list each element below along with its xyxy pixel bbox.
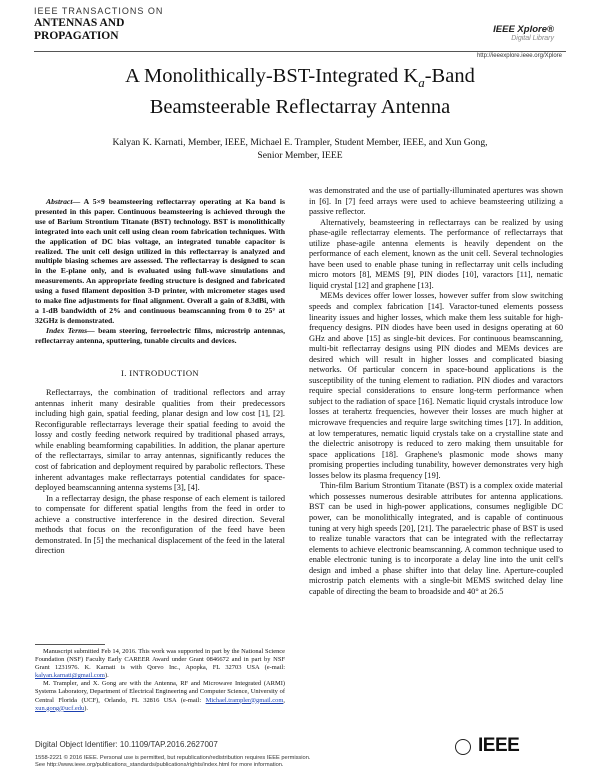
footnote-divider <box>35 644 105 645</box>
header-divider <box>34 51 566 52</box>
journal-title <box>34 17 234 42</box>
email-link-karnati[interactable]: kalyan.karnati@gmail.com <box>35 672 105 680</box>
intro-paragraph-2: In a reflectarray design, the phase response of each element is tailored to compensate for different spatial lengths from the feed in order to achieve a constructive interference in the desired direction. Several methods that focus on the reconfiguration of the feed have been demonstrated. In [5] the mechanical displacement of the feed in the lateral direction <box>35 493 285 556</box>
footnote-p2-sep: , <box>283 696 285 704</box>
abstract <box>35 197 285 326</box>
ieee-xplore-logo-name: IEEE Xplore® <box>493 24 554 35</box>
paper-title-line1-text: A Monolithically-BST-Integrated K <box>125 65 419 87</box>
ieee-badge-icon <box>455 739 471 755</box>
footnote-paragraph-1 <box>35 648 285 680</box>
author-line2: Senior Member, IEEE <box>257 149 343 161</box>
journal-title-line2: PROPAGATION <box>34 29 119 42</box>
copyright-notice <box>35 755 435 769</box>
intro-paragraph-1: Reflectarrays, the combination of traditional reflectors and array antennas inherit many desirable qualities from their predecessors including high gain, spatial feeding, planar design and low cost [1], [2]. Reconfigurable reflectarrays leverage their spatial feeding to avoid the lossy and costly feeding network required by traditional phased arrays, while enabling beamforming capabilities. In addition, the planar aperture of the reflectarrays, similar to array antennas, significantly reduces the cost of fabrication and deployment required by parabolic reflectors. These inherent advantages make reflectarrays potential candidates for space-deployed beamscanning antenna systems [3], [4]. <box>35 388 285 493</box>
index-terms-label: Index Terms— <box>46 325 95 335</box>
right-paragraph-0: was demonstrated and the use of partially-illuminated apertures was shown in [6]. In [7] feed arrays were used to achieve beamsteering utilizing a passive reflector. <box>309 186 563 217</box>
section-heading-introduction: I. INTRODUCTION <box>120 367 200 378</box>
footnote-p2-text-b: ). <box>84 704 88 712</box>
footnote-p1-text-a: Manuscript submitted Feb 14, 2016. This work was supported in part by the National Science Foundation (NSF) Faculty Early CAREER Award under Grant 0846672 and in part by NSF Grant 1231976. K. Karnati is with Qorvo Inc., Apopka, FL 32703 USA (e-mail: <box>35 648 285 672</box>
email-link-trampler[interactable]: Michael.trampler@gmail.com <box>205 696 284 704</box>
author-list <box>0 137 600 162</box>
footnote-p1-text-b: ). <box>104 672 109 680</box>
index-terms <box>35 326 285 346</box>
email-link-gong[interactable]: xun.gong@ucf.edu <box>35 704 85 712</box>
copyright-line2: See http://www.ieee.org/publications_standards/publications/rights/index.html for more information. <box>35 762 284 768</box>
left-column <box>35 197 285 557</box>
journal-title-line1: ANTENNAS AND <box>34 17 125 29</box>
paper-title-line1 <box>0 64 600 95</box>
journal-series-label: IEEE TRANSACTIONS ON <box>34 6 164 16</box>
ieee-logo: IEEE <box>478 735 520 756</box>
right-column <box>309 186 563 597</box>
xplore-url[interactable]: http://ieeexplore.ieee.org/Xplore <box>476 53 562 59</box>
ieee-xplore-logo-sub: Digital Library <box>511 35 554 42</box>
right-paragraph-1: Alternatively, beamsteering in reflectarrays can be realized by using phase-agile reflectarray elements. The performance of reflectarrays that utilize phase-agile antenna elements is heavily dependent on the performance of each element, known as the unit cell. Several technologies have been used to enable phase tuning in reflectarray unit cells including micro motors [8], MEMS [9], PIN diodes [10], varactors [11], nematic liquid crystal [12] and graphene [13]. <box>309 217 563 290</box>
ieee-xplore-logo <box>493 24 554 42</box>
abstract-label: Abstract— <box>46 197 81 206</box>
footnote-paragraph-2 <box>35 680 285 712</box>
abstract-text: A 5×9 beamsteering reflectarray operating at Ka band is presented in this paper. Continuous beamsteering is achieved through the use of Barium Strontium Titanate (BST) technology. BST is monolithically integrated into each unit cell using clean room fabrication techniques. With the application of DC bias voltage, an integrated tunable capacitor is realized. The unit cell design utilized in this reflectarray is analyzed and multiple biasing schemes are assessed. The reflectarray is designed to scan in the E-plane only, and is evaluated using full-wave simulations and measurements. An appropriate feeding structure is designed and fabricated using a fused filament deposition 3-D printer, with micrometer stages used to make fine adjustments for final alignment. Overall a gain of 8.3dBi, with a 1-dB bandwidth of 2% and continuous beamscanning from 0 to 25° at 32GHz is demonstrated. <box>35 197 285 325</box>
footnote-p2-text-a: M. Trampler, and X. Gong are with the Antenna, RF and Microwave Integrated (ARMI) Systems Laboratory, Department of Electrical Engineering and Computer Science, University of Central Florida (UCF), Orlando, FL 32816 USA (e-mail: <box>35 680 285 704</box>
right-paragraph-3: Thin-film Barium Strontium Titanate (BST) is a complex oxide material which possesses numerous desirable attributes for antenna applications. BST can be used in high-power applications, consumes negligible DC power, can be monolithically integrated, and is capable of continuous tuning at very high speeds [20], [21]. The paraelectric phase of BST is used to realize tunable varactors that can be integrated with the reflectarray elements to achieve electronic beamscanning. A common technique used to enable electronic tuning is to incorporate a delay line into the unit cell's design and imbed a phase shifter into that delay line. Aperture-coupled microstrip patch elements with a single-bit MEMS switched delay line capable of directing the beam to broadside and 40° at 26.5 <box>309 481 563 596</box>
doi-line: Digital Object Identifier: 10.1109/TAP.2016.2627007 <box>35 740 218 749</box>
paper-title-line1-end: -Band <box>424 65 475 87</box>
index-terms-text: beam steering, ferroelectric films, microstrip antennas, reflectarray antenna, sputtering, tunable circuits and devices. <box>35 325 285 345</box>
paper-title-line2: Beamsteerable Reflectarray Antenna <box>149 96 451 119</box>
paper-title-subscript: a <box>418 75 425 91</box>
paper-title <box>0 64 600 120</box>
copyright-line1: 1558-2221 © 2016 IEEE. Personal use is permitted, but republication/redistribution requires IEEE permission. <box>35 755 311 761</box>
footnote <box>35 648 285 713</box>
right-paragraph-2: MEMs devices offer lower losses, however suffer from slow switching speeds and complex fabrication [14]. Varactor-tuned elements possess linearity issues and higher losses, which make them less suitable for high-frequency designs. PIN diodes have been used in designs operating at 60 GHz and above [15] as single-bit devices. For continuous beamscanning, multi-bit reflectarray designs using PIN diodes and MEMs devices are desired which will result in higher losses and complicated biasing networks. Of particular concern in space-bound applications is the susceptibility of the tuning element to radiation. PIN diodes and varactors require special considerations to ensure long-term performance when subject to the radiation of space [16]. Nematic liquid crystals introduce low losses at terahertz frequencies, however their losses are much higher at microwave frequencies and require large switching times [17]. In addition, at low temperatures, nematic liquid crystals take on a crystalline state and the dielectric anisotropy is reduced to zero making them unsuitable for space applications [18]. Graphene's plasmonic mode shows many promising properties including tunability, however demonstrates very high losses below its plasma frequency [19]. <box>309 291 563 480</box>
author-line1: Kalyan K. Karnati, Member, IEEE, Michael E. Trampler, Student Member, IEEE, and Xun Gong, <box>112 137 488 148</box>
